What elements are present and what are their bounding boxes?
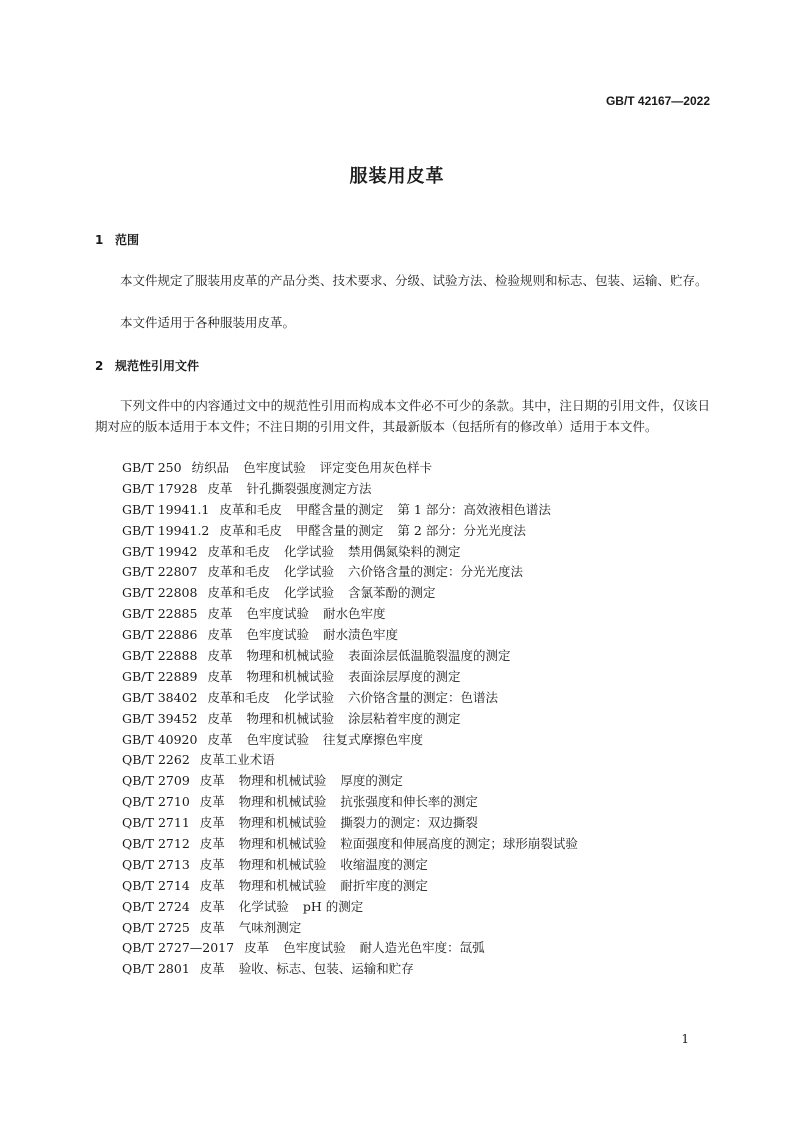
reference-title-part: 物理和机械试验 (246, 648, 334, 664)
reference-title-part: 针孔撕裂强度测定方法 (246, 480, 372, 496)
reference-title-part: 皮革和毛皮 (207, 564, 270, 580)
reference-title-part: 皮革 (199, 961, 225, 977)
reference-title-part: 皮革工业术语 (199, 752, 275, 768)
section-heading-scope (95, 231, 139, 248)
reference-title-part: 化学试验 (238, 898, 289, 914)
reference-title-part: 色牢度试验 (283, 940, 346, 956)
reference-item (122, 604, 592, 625)
reference-title-part: 色牢度试验 (246, 731, 309, 747)
reference-title-part: 皮革 (207, 648, 233, 664)
reference-title-part: 物理和机械试验 (238, 877, 327, 893)
reference-title-part: 色牢度试验 (246, 606, 309, 622)
reference-item (122, 562, 592, 583)
reference-item (122, 688, 592, 709)
section-title: 范围 (115, 233, 140, 247)
reference-item (122, 897, 592, 918)
reference-code: QB/T 2709 (122, 773, 190, 789)
reference-item (122, 855, 592, 876)
document-title: 服装用皮革 (349, 166, 445, 187)
reference-code: GB/T 19941.2 (122, 522, 210, 538)
reference-title-part: 皮革 (207, 710, 233, 726)
reference-code: GB/T 22889 (122, 668, 198, 684)
reference-code: QB/T 2714 (122, 877, 190, 893)
reference-title-part: 皮革 (199, 877, 225, 893)
reference-title-part: 六价铬含量的测定：分光光度法 (348, 564, 524, 580)
reference-title-part: 皮革 (207, 606, 233, 622)
reference-title-part: 物理和机械试验 (246, 668, 334, 684)
reference-title-part: 色牢度试验 (246, 627, 309, 643)
reference-title-part: 皮革和毛皮 (207, 585, 270, 601)
reference-code: QB/T 2710 (122, 794, 190, 810)
reference-title-part: 耐人造光色牢度：氙弧 (359, 940, 485, 956)
reference-title-part: 皮革 (207, 668, 233, 684)
reference-item (122, 542, 592, 563)
reference-code: GB/T 250 (122, 460, 182, 475)
reference-item (122, 792, 592, 813)
reference-title-part: 皮革 (199, 794, 225, 810)
reference-item (122, 918, 592, 939)
reference-title-part: 物理和机械试验 (238, 794, 327, 810)
section-heading-normative-references (95, 357, 199, 374)
reference-title-part: 六价铬含量的测定：色谱法 (348, 689, 499, 705)
reference-code: GB/T 19942 (122, 543, 198, 559)
reference-code: GB/T 19941.1 (122, 501, 210, 517)
reference-title-part: 皮革 (199, 815, 225, 831)
reference-title-part: 皮革和毛皮 (207, 689, 270, 705)
reference-title-part: 皮革 (199, 919, 225, 935)
reference-title-part: 皮革 (244, 940, 270, 956)
reference-item (122, 583, 592, 604)
reference-title-part: 皮革和毛皮 (219, 501, 282, 517)
reference-title-part: 甲醛含量的测定 (295, 501, 384, 517)
reference-title-part: 物理和机械试验 (238, 856, 327, 872)
reference-title-part: 化学试验 (283, 543, 334, 559)
reference-title-part: 皮革 (199, 773, 225, 789)
reference-item (122, 667, 592, 688)
reference-code: QB/T 2262 (122, 752, 190, 768)
section-number: 1 (95, 233, 104, 247)
reference-title-part: 收缩温度的测定 (340, 856, 428, 872)
reference-title-part: 验收、标志、包装、运输和贮存 (238, 961, 414, 977)
reference-title-part: 含氯苯酚的测定 (348, 585, 436, 601)
reference-title-part: 皮革 (207, 731, 233, 747)
reference-item (122, 771, 592, 792)
reference-list (122, 458, 592, 980)
reference-code: QB/T 2725 (122, 919, 190, 935)
reference-title-part: 物理和机械试验 (238, 815, 327, 831)
reference-title-part: 厚度的测定 (340, 773, 403, 789)
reference-item (122, 813, 592, 834)
reference-item (122, 959, 592, 980)
reference-code: QB/T 2724 (122, 898, 190, 914)
page-number: 1 (681, 1032, 689, 1046)
reference-title-part: 物理和机械试验 (246, 710, 334, 726)
reference-item (122, 730, 592, 751)
reference-title-part: 物理和机械试验 (238, 836, 327, 852)
scope-paragraph-2: 本文件适用于各种服装用皮革。 (120, 315, 296, 330)
section-number: 2 (95, 359, 104, 373)
reference-item (122, 709, 592, 730)
reference-code: QB/T 2727—2017 (122, 940, 235, 956)
reference-title-part: 皮革和毛皮 (219, 522, 282, 538)
reference-title-part: 往复式摩擦色牢度 (323, 731, 424, 747)
reference-title-part: 色牢度试验 (243, 460, 306, 475)
reference-title-part: 评定变色用灰色样卡 (319, 460, 433, 475)
reference-title-part: 涂层粘着牢度的测定 (348, 710, 461, 726)
reference-title-part: 皮革 (207, 627, 233, 643)
reference-code: QB/T 2801 (122, 961, 190, 977)
reference-code: GB/T 39452 (122, 710, 198, 726)
reference-code: GB/T 22888 (122, 648, 198, 664)
reference-item (122, 938, 592, 959)
standard-number: GB/T 42167—2022 (605, 94, 710, 108)
reference-title-part: 粒面强度和伸展高度的测定；球形崩裂试验 (340, 836, 578, 852)
reference-title-part: 耐折牢度的测定 (340, 877, 428, 893)
reference-title-part: 皮革 (199, 898, 225, 914)
reference-title-part: 皮革 (207, 480, 233, 496)
reference-title-part: 物理和机械试验 (238, 773, 327, 789)
reference-title-part: 耐水色牢度 (323, 606, 386, 622)
reference-item (122, 625, 592, 646)
reference-title-part: 化学试验 (283, 689, 334, 705)
reference-title-part: 纺织品 (191, 460, 230, 475)
reference-title-part: 甲醛含量的测定 (295, 522, 384, 538)
reference-item (122, 521, 592, 542)
reference-code: GB/T 22886 (122, 627, 198, 643)
reference-item (122, 500, 592, 521)
reference-title-part: 皮革 (199, 856, 225, 872)
reference-title-part: 禁用偶氮染料的测定 (348, 543, 461, 559)
reference-title-part: 第 2 部分：分光光度法 (397, 522, 526, 538)
reference-code: QB/T 2712 (122, 836, 190, 852)
reference-code: GB/T 38402 (122, 689, 198, 705)
reference-code: QB/T 2713 (122, 856, 190, 872)
reference-item (122, 750, 592, 771)
reference-title-part: 皮革 (199, 836, 225, 852)
reference-title-part: 皮革和毛皮 (207, 543, 270, 559)
reference-title-part: 化学试验 (283, 564, 334, 580)
reference-title-part: 表面涂层低温脆裂温度的测定 (348, 648, 511, 664)
reference-title-part: pH 的测定 (302, 898, 364, 914)
section-title: 规范性引用文件 (115, 359, 200, 373)
reference-title-part: 第 1 部分：高效液相色谱法 (397, 501, 551, 517)
reference-title-part: 撕裂力的测定：双边撕裂 (340, 815, 478, 831)
reference-item (122, 834, 592, 855)
reference-title-part: 耐水渍色牢度 (323, 627, 399, 643)
reference-code: GB/T 22807 (122, 564, 198, 580)
reference-code: QB/T 2711 (122, 815, 190, 831)
reference-title-part: 化学试验 (283, 585, 334, 601)
reference-code: GB/T 17928 (122, 480, 198, 496)
reference-item (122, 646, 592, 667)
reference-title-part: 表面涂层厚度的测定 (348, 668, 461, 684)
reference-code: GB/T 40920 (122, 731, 198, 747)
reference-item (122, 458, 592, 479)
scope-paragraph-1: 本文件规定了服装用皮革的产品分类、技术要求、分级、试验方法、检验规则和标志、包装、运输、贮存。 (120, 273, 708, 288)
reference-code: GB/T 22808 (122, 585, 198, 601)
reference-title-part: 抗张强度和伸长率的测定 (340, 794, 478, 810)
reference-item (122, 876, 592, 897)
reference-title-part: 气味剂测定 (238, 919, 302, 935)
reference-item (122, 479, 592, 500)
reference-code: GB/T 22885 (122, 606, 198, 622)
references-intro-paragraph: 下列文件中的内容通过文中的规范性引用而构成本文件必不可少的条款。其中，注日期的引用文件，仅该日期对应的版本适用于本文件；不注日期的引用文件，其最新版本（包括所有的修改单）适用于本文件。 (95, 398, 710, 434)
